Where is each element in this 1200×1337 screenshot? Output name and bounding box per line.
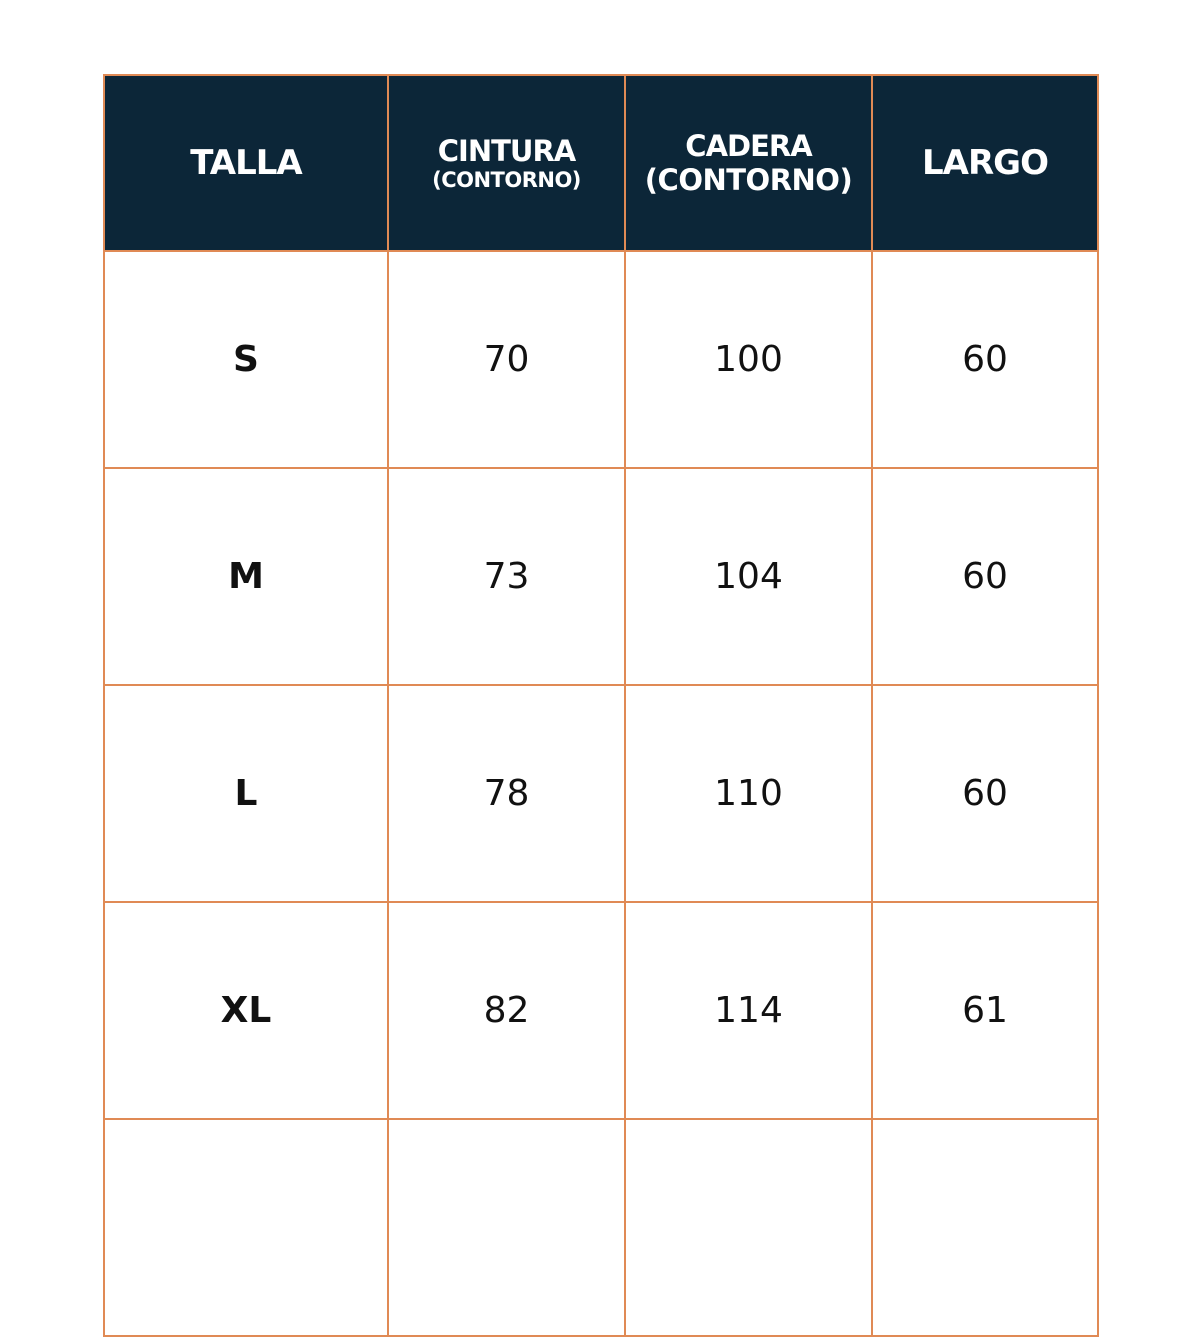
largo-cell: 60 (872, 685, 1098, 902)
header-label: LARGO (922, 143, 1048, 183)
size-cell: L (104, 685, 388, 902)
size-chart-table (103, 74, 1099, 1337)
largo-cell: 60 (872, 251, 1098, 468)
size-cell: XL (104, 902, 388, 1119)
size-cell: M (104, 468, 388, 685)
cadera-cell: 100 (625, 251, 872, 468)
table-row-partial (104, 1119, 1098, 1336)
empty-cell (625, 1119, 872, 1336)
empty-cell (872, 1119, 1098, 1336)
cintura-cell: 82 (388, 902, 625, 1119)
empty-cell (104, 1119, 388, 1336)
largo-cell: 61 (872, 902, 1098, 1119)
table-row (104, 468, 1098, 685)
cadera-cell: 110 (625, 685, 872, 902)
largo-cell: 60 (872, 468, 1098, 685)
cintura-cell: 70 (388, 251, 625, 468)
table-row (104, 685, 1098, 902)
header-label: TALLA (190, 143, 302, 183)
header-cadera (625, 75, 872, 251)
empty-cell (388, 1119, 625, 1336)
size-cell: S (104, 251, 388, 468)
header-cintura (388, 75, 625, 251)
header-label: CINTURA (437, 134, 576, 168)
header-sublabel: (CONTORNO) (644, 163, 853, 197)
cintura-cell: 73 (388, 468, 625, 685)
header-label: CADERA (685, 129, 812, 163)
cintura-cell: 78 (388, 685, 625, 902)
cadera-cell: 114 (625, 902, 872, 1119)
table-row (104, 902, 1098, 1119)
header-sublabel: (CONTORNO) (432, 168, 581, 192)
header-largo (872, 75, 1098, 251)
header-talla (104, 75, 388, 251)
table-row (104, 251, 1098, 468)
header-row (104, 75, 1098, 251)
cadera-cell: 104 (625, 468, 872, 685)
